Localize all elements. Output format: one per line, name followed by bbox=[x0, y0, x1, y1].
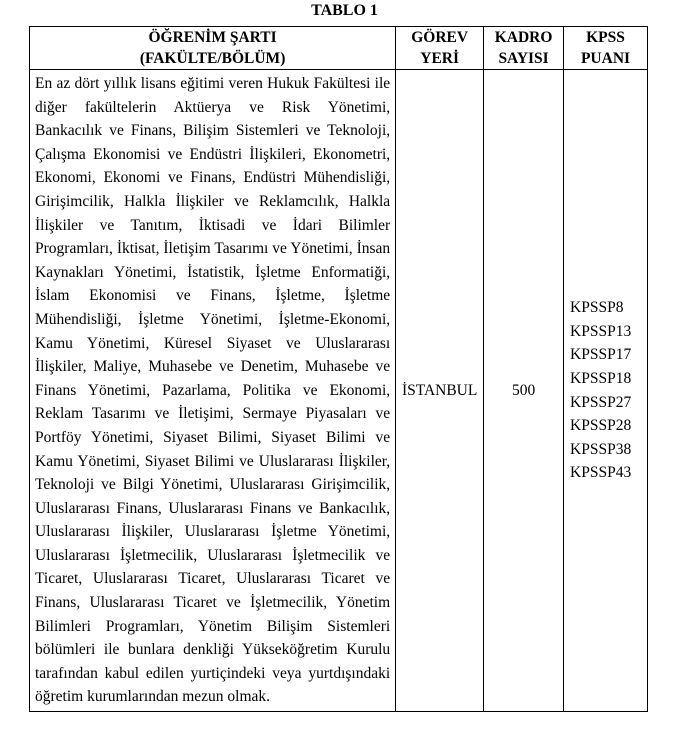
kpss-score-item: KPSSP38 bbox=[570, 440, 632, 458]
header-count-line1: KADRO bbox=[494, 29, 553, 46]
header-count bbox=[484, 27, 564, 70]
table-title: TABLO 1 bbox=[311, 2, 378, 19]
kpss-score-item: KPSSP28 bbox=[570, 417, 632, 435]
header-kpss-line1: KPSS bbox=[586, 29, 625, 46]
header-location-line2: YERİ bbox=[420, 50, 460, 67]
header-location-line1: GÖREV bbox=[411, 29, 469, 46]
header-count-line2: SAYISI bbox=[498, 50, 549, 67]
header-row bbox=[30, 27, 648, 70]
education-requirement-cell: En az dört yıllık lisans eğitimi veren Hukuk Fakültesi ile diğer fakültelerin Aktüerya ve Risk Yönetimi, Bankacılık ve Finans, Bilişim Sistemleri ve Teknoloji, Çalışma Ekonomisi ve Endüstri İlişkileri, Ekonometri, Ekonomi, Ekonomi ve Finans, Endüstri Mühendisliği, Girişimcilik, Halkla İlişkiler ve Reklamcılık, Halkla İlişkiler ve Tanıtım, İktisadi ve İdari Bilimler Programları, İktisat, İletişim Tasarımı ve Yönetimi, İnsan Kaynakları Yönetimi, İstatistik, İşletme Enformatiği, İslam Ekonomisi ve Finans, İşletme, İşletme Mühendisliği, İşletme Yönetimi, İşletme-Ekonomi, Kamu Yönetimi, Küresel Siyaset ve Uluslararası İlişkiler, Maliye, Muhasebe ve Denetim, Muhasebe ve Finans Yönetimi, Pazarlama, Politika ve Ekonomi, Reklam Tasarımı ve İletişimi, Sermaye Piyasaları ve Portföy Yönetimi, Siyaset Bilimi, Siyaset Bilimi ve Kamu Yönetimi, Siyaset Bilimi ve Uluslararası İlişkiler, Teknoloji ve Bilgi Yönetimi, Uluslararası Girişimcilik, Uluslararası Finans, Uluslararası Finans ve Bankacılık, Uluslararası İlişkiler, Uluslararası İşletme Yönetimi, Uluslararası İşletmecilik, Uluslararası İşletmecilik ve Ticaret, Uluslararası Ticaret, Uluslararası Ticaret ve Finans, Uluslararası Ticaret ve İşletmecilik, Yönetim Bilimleri Programları, Yönetim Bilişim Sistemleri bölümleri ile bunlara denkliği Yükseköğretim Kurulu tarafından kabul edilen yurtiçindeki veya yurtdışındaki öğretim kurumlarından mezun olmak. bbox=[30, 70, 396, 712]
kpss-score-item: KPSSP27 bbox=[570, 393, 632, 411]
kpss-score-item: KPSSP13 bbox=[570, 322, 632, 340]
count-cell: 500 bbox=[484, 70, 564, 712]
kpss-score-item: KPSSP17 bbox=[570, 346, 632, 364]
header-education-line2: (FAKÜLTE/BÖLÜM) bbox=[139, 50, 286, 67]
requirements-table bbox=[29, 26, 648, 712]
header-location bbox=[396, 27, 484, 70]
kpss-cell bbox=[564, 70, 648, 712]
table-row bbox=[30, 70, 648, 712]
kpss-score-item: KPSSP43 bbox=[570, 464, 632, 482]
kpss-score-item: KPSSP18 bbox=[570, 369, 632, 387]
header-kpss-line2: PUANI bbox=[580, 50, 631, 67]
header-education-line1: ÖĞRENİM ŞARTI bbox=[148, 29, 277, 46]
header-education bbox=[30, 27, 396, 70]
location-cell: İSTANBUL bbox=[396, 70, 484, 712]
header-kpss bbox=[564, 27, 648, 70]
kpss-score-item: KPSSP8 bbox=[570, 299, 624, 317]
